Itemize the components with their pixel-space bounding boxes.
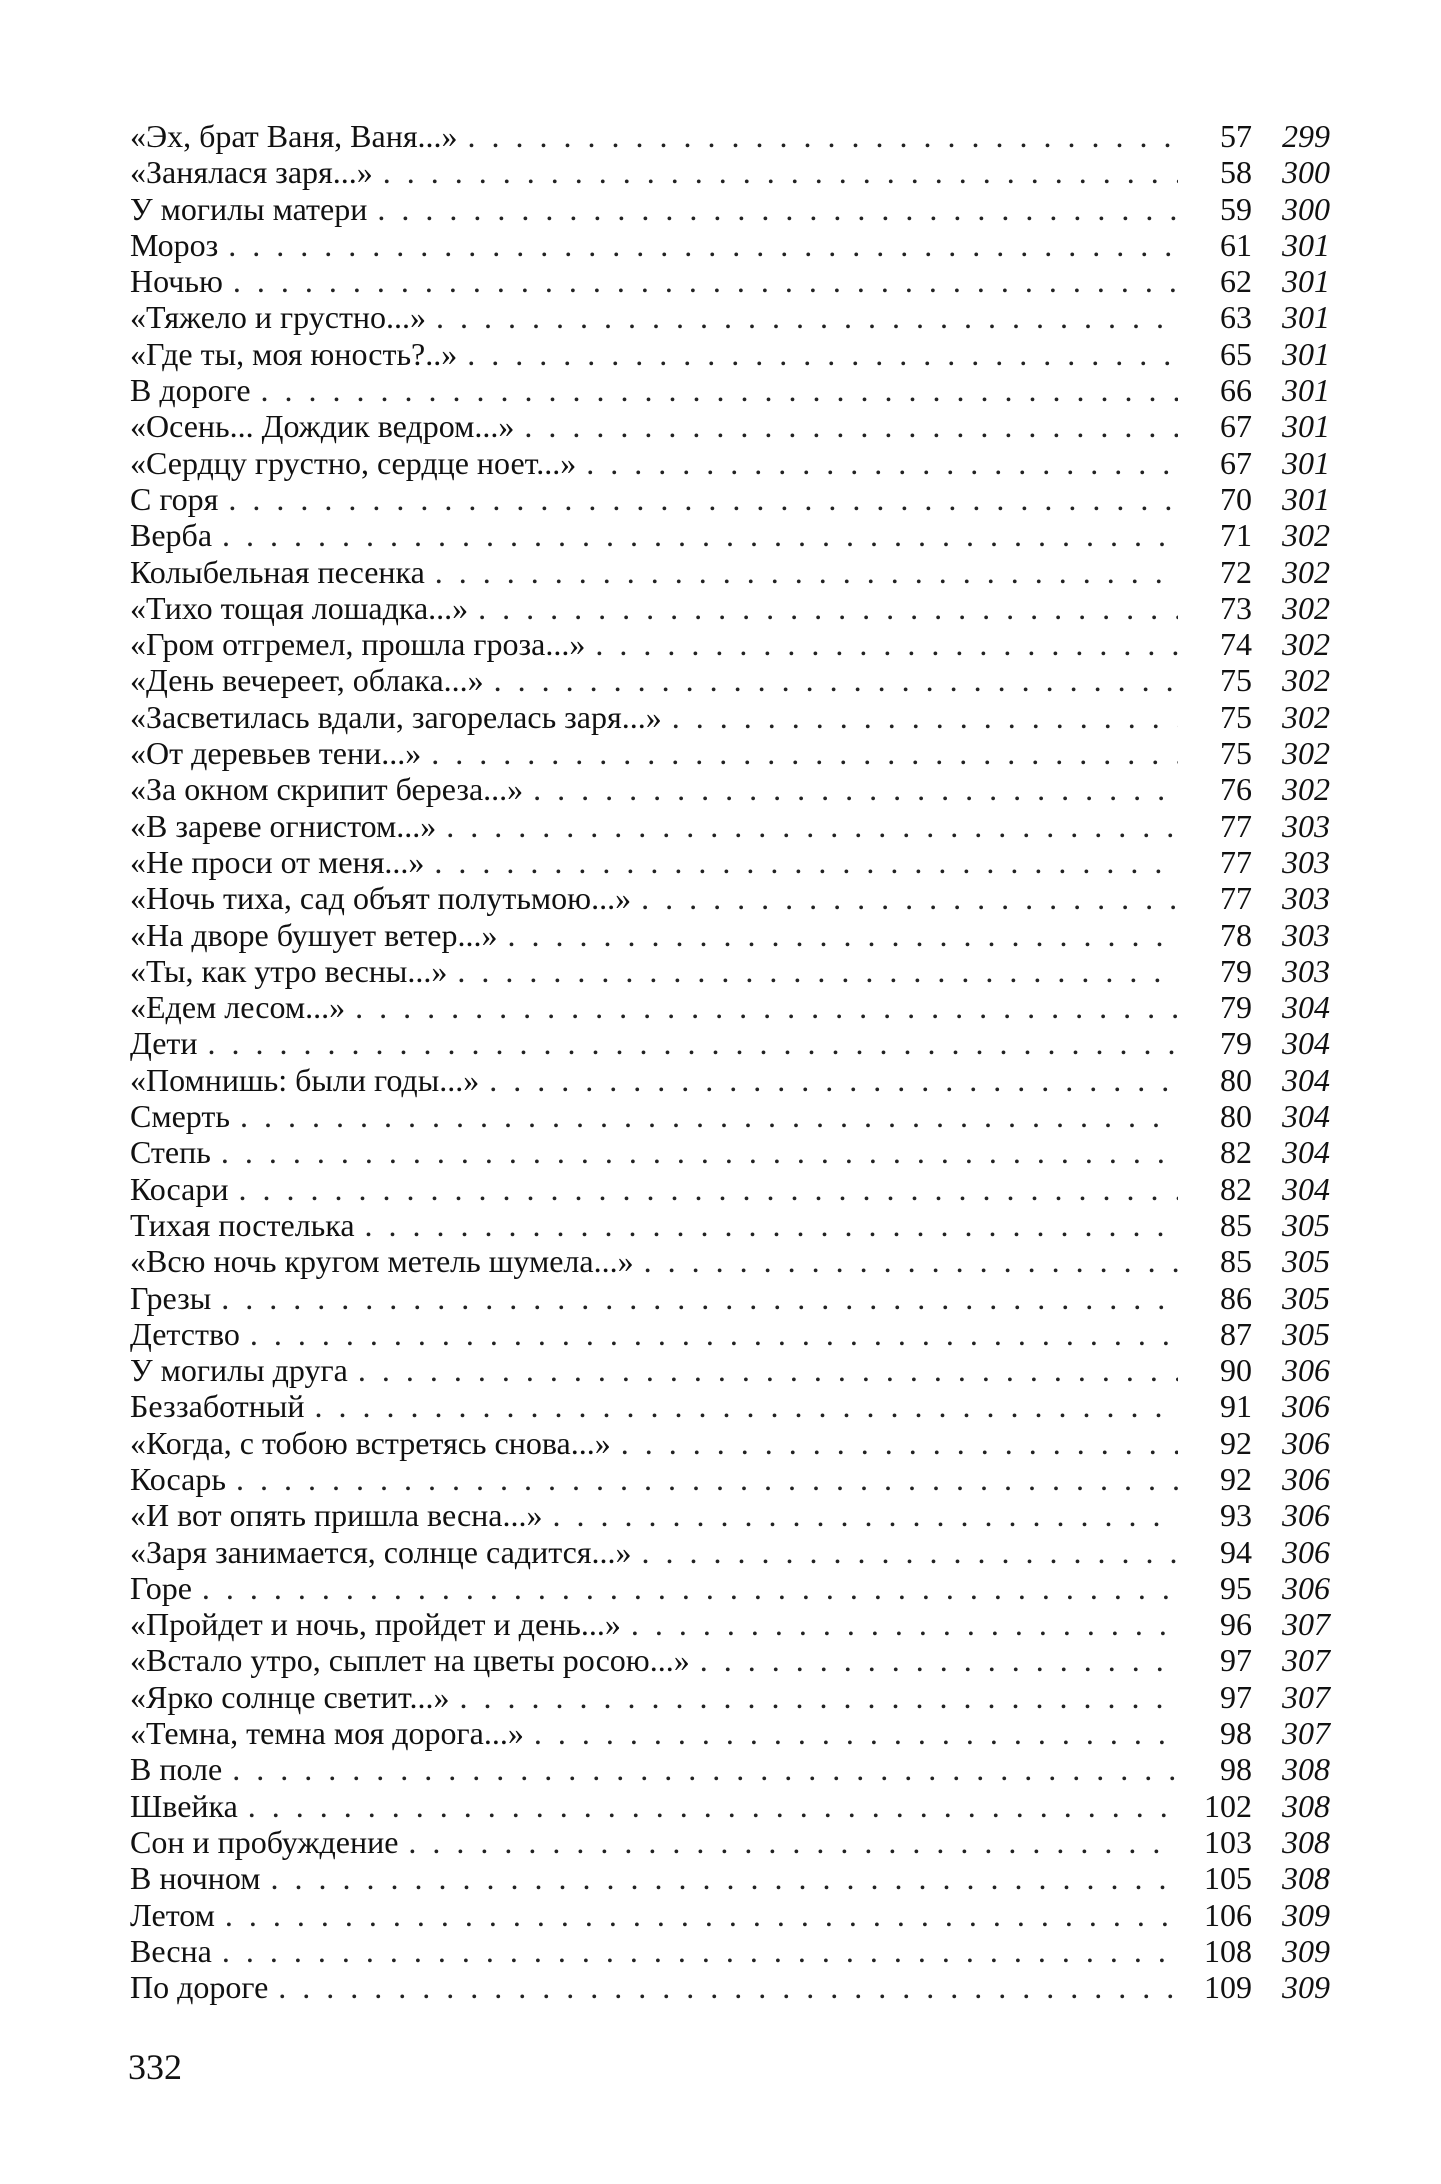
toc-entry <box>130 844 1330 880</box>
dot-leader <box>631 1606 1178 1642</box>
toc-entry-title: Беззаботный <box>130 1388 314 1424</box>
toc-entry-page: 62 <box>1178 263 1252 299</box>
toc-entry-notes-page: 308 <box>1282 1751 1330 1788</box>
toc-entry-title: В ночном <box>130 1860 271 1896</box>
toc-entry-notes-page: 302 <box>1282 735 1330 772</box>
toc-entry-page: 82 <box>1178 1171 1252 1207</box>
dot-leader <box>672 699 1178 735</box>
toc-entry-title: Горе <box>130 1570 202 1606</box>
toc-entry-title: По дороге <box>130 1969 278 2005</box>
toc-entry <box>130 1534 1330 1570</box>
dot-leader <box>524 408 1178 444</box>
toc-entry <box>130 1860 1330 1896</box>
dot-leader <box>250 1316 1178 1352</box>
toc-entry-page: 79 <box>1178 953 1252 989</box>
toc-entry-notes-page: 308 <box>1282 1823 1330 1860</box>
toc-entry-page: 74 <box>1178 626 1252 662</box>
dot-leader <box>467 336 1178 372</box>
toc-entry-page: 97 <box>1178 1642 1252 1678</box>
toc-entry <box>130 989 1330 1025</box>
toc-entry <box>130 154 1330 190</box>
toc-entry-title: «В зареве огнистом...» <box>130 808 446 844</box>
toc-entry-title: «День вечереет, облака...» <box>130 662 494 698</box>
toc-entry-page: 102 <box>1178 1788 1252 1824</box>
toc-entry <box>130 626 1330 662</box>
toc-entry-notes-page: 303 <box>1282 843 1330 880</box>
toc-entry-notes-page: 306 <box>1282 1533 1330 1570</box>
toc-entry-page: 85 <box>1178 1207 1252 1243</box>
toc-entry-page: 70 <box>1178 481 1252 517</box>
page-number: 332 <box>128 2047 182 2087</box>
toc-entry <box>130 1969 1330 2005</box>
toc-entry <box>130 1679 1330 1715</box>
toc-entry-notes-page: 309 <box>1282 1896 1330 1933</box>
toc-entry-notes-page: 308 <box>1282 1787 1330 1824</box>
toc-entry <box>130 118 1330 154</box>
dot-leader <box>383 154 1178 190</box>
toc-entry <box>130 1134 1330 1170</box>
toc-entry <box>130 299 1330 335</box>
toc-entry-notes-page: 301 <box>1282 480 1330 517</box>
toc-entry <box>130 1280 1330 1316</box>
toc-entry-title: С горя <box>130 481 228 517</box>
toc-entry-title: «Ярко солнце светит...» <box>130 1679 459 1715</box>
toc-entry <box>130 1570 1330 1606</box>
toc-entry-title: «Едем лесом...» <box>130 989 355 1025</box>
dot-leader <box>221 1280 1178 1316</box>
toc-entry-notes-page: 303 <box>1282 952 1330 989</box>
toc-entry-title: «Тяжело и грустно...» <box>130 299 436 335</box>
dot-leader <box>533 771 1178 807</box>
toc-entry-page: 78 <box>1178 917 1252 953</box>
toc-entry-notes-page: 302 <box>1282 553 1330 590</box>
toc-entry-notes-page: 306 <box>1282 1460 1330 1497</box>
toc-entry-page: 79 <box>1178 1025 1252 1061</box>
toc-entry-notes-page: 302 <box>1282 626 1330 663</box>
dot-leader <box>507 917 1178 953</box>
toc-entry-title: У могилы друга <box>130 1352 358 1388</box>
toc-entry-page: 66 <box>1178 372 1252 408</box>
toc-entry-page: 67 <box>1178 408 1252 444</box>
toc-entry-title: «Встало утро, сыплет на цветы росою...» <box>130 1642 700 1678</box>
dot-leader <box>232 1751 1178 1787</box>
toc-entry-page: 77 <box>1178 880 1252 916</box>
toc-entry <box>130 699 1330 735</box>
toc-entry-title: Косари <box>130 1171 238 1207</box>
toc-entry-page: 75 <box>1178 699 1252 735</box>
toc-entry-notes-page: 309 <box>1282 1932 1330 1969</box>
toc-entry-notes-page: 299 <box>1282 118 1330 154</box>
toc-entry-title: «Ты, как утро весны...» <box>130 953 457 989</box>
toc-entry-title: В поле <box>130 1751 232 1787</box>
toc-entry-notes-page: 306 <box>1282 1424 1330 1461</box>
dot-leader <box>202 1570 1178 1606</box>
toc-entry-title: Мороз <box>130 227 228 263</box>
dot-leader <box>534 1715 1178 1751</box>
dot-leader <box>208 1025 1178 1061</box>
toc-entry-notes-page: 305 <box>1282 1279 1330 1316</box>
toc-entry-notes-page: 304 <box>1282 989 1330 1026</box>
dot-leader <box>457 953 1178 989</box>
toc-entry-title: «Гром отгремел, прошла гроза...» <box>130 626 595 662</box>
toc-entry-title: «Не проси от меня...» <box>130 844 434 880</box>
toc-entry-notes-page: 306 <box>1282 1352 1330 1389</box>
toc-entry-notes-page: 301 <box>1282 408 1330 445</box>
dot-leader <box>494 662 1178 698</box>
toc-entry <box>130 191 1330 227</box>
toc-entry-notes-page: 302 <box>1282 517 1330 554</box>
toc-entry <box>130 1824 1330 1860</box>
toc-entry <box>130 372 1330 408</box>
toc-entry-title: Дети <box>130 1025 208 1061</box>
toc-entry-title: «Когда, с тобою встретясь снова...» <box>130 1425 621 1461</box>
toc-entry-page: 108 <box>1178 1933 1252 1969</box>
dot-leader <box>468 118 1178 154</box>
toc-entry-notes-page: 306 <box>1282 1569 1330 1606</box>
toc-entry-notes-page: 304 <box>1282 1025 1330 1062</box>
toc-entry-title: «И вот опять пришла весна...» <box>130 1497 553 1533</box>
dot-leader <box>641 880 1178 916</box>
dot-leader <box>434 844 1178 880</box>
toc-entry-title: «Темна, темна моя дорога...» <box>130 1715 534 1751</box>
dot-leader <box>644 1243 1178 1279</box>
toc-entry <box>130 1243 1330 1279</box>
toc-entry-notes-page: 304 <box>1282 1134 1330 1171</box>
toc-entry-page: 72 <box>1178 554 1252 590</box>
toc-entry <box>130 808 1330 844</box>
toc-entry <box>130 1388 1330 1424</box>
toc-entry-page: 92 <box>1178 1425 1252 1461</box>
toc-entry-notes-page: 302 <box>1282 698 1330 735</box>
dot-leader <box>222 517 1178 553</box>
toc-entry-page: 61 <box>1178 227 1252 263</box>
toc-entry-notes-page: 307 <box>1282 1606 1330 1643</box>
toc-entry-notes-page: 305 <box>1282 1315 1330 1352</box>
dot-leader <box>435 554 1178 590</box>
toc-entry-notes-page: 307 <box>1282 1678 1330 1715</box>
toc-entry <box>130 517 1330 553</box>
toc-entry-title: Грезы <box>130 1280 221 1316</box>
dot-leader <box>431 735 1178 771</box>
toc-entry <box>130 481 1330 517</box>
toc-entry-notes-page: 306 <box>1282 1388 1330 1425</box>
toc-entry-notes-page: 303 <box>1282 807 1330 844</box>
dot-leader <box>365 1207 1178 1243</box>
toc-entry <box>130 1751 1330 1787</box>
toc-entry-title: «Ночь тиха, сад объят полутьмою...» <box>130 880 641 916</box>
toc-entry-page: 85 <box>1178 1243 1252 1279</box>
toc-entry-notes-page: 301 <box>1282 263 1330 300</box>
toc-entry-title: «Сердцу грустно, сердце ноет...» <box>130 445 586 481</box>
toc-entry-title: Летом <box>130 1897 225 1933</box>
toc-entry-notes-page: 301 <box>1282 372 1330 409</box>
toc-entry-notes-page: 300 <box>1282 154 1330 191</box>
toc-entry-title: «На дворе бушует ветер...» <box>130 917 507 953</box>
toc-entry <box>130 1788 1330 1824</box>
toc-entry-notes-page: 300 <box>1282 190 1330 227</box>
toc-entry-title: Сон и пробуждение <box>130 1824 408 1860</box>
toc-entry <box>130 1606 1330 1642</box>
dot-leader <box>377 191 1178 227</box>
toc-entry-page: 106 <box>1178 1897 1252 1933</box>
toc-entry-page: 91 <box>1178 1388 1252 1424</box>
dot-leader <box>240 1098 1178 1134</box>
toc-entry-page: 57 <box>1178 118 1252 154</box>
toc-entry <box>130 1933 1330 1969</box>
toc-entry-notes-page: 302 <box>1282 589 1330 626</box>
toc-entry-title: Степь <box>130 1134 221 1170</box>
toc-entry-page: 80 <box>1178 1062 1252 1098</box>
dot-leader <box>355 989 1178 1025</box>
toc-entry-page: 95 <box>1178 1570 1252 1606</box>
toc-entry-page: 71 <box>1178 517 1252 553</box>
dot-leader <box>358 1352 1178 1388</box>
toc-entry-title: Швейка <box>130 1788 248 1824</box>
toc-entry-page: 59 <box>1178 191 1252 227</box>
toc-entry-title: Смерть <box>130 1098 240 1134</box>
toc-entry-notes-page: 305 <box>1282 1243 1330 1280</box>
dot-leader <box>700 1642 1178 1678</box>
toc-entry <box>130 1461 1330 1497</box>
dot-leader <box>271 1860 1179 1896</box>
toc-entry <box>130 227 1330 263</box>
toc-entry-title: Детство <box>130 1316 250 1352</box>
toc-entry-page: 105 <box>1178 1860 1252 1896</box>
toc-entry-page: 77 <box>1178 808 1252 844</box>
toc-entry <box>130 1025 1330 1061</box>
toc-entry-page: 109 <box>1178 1969 1252 2005</box>
toc-entry-page: 77 <box>1178 844 1252 880</box>
toc-entry-notes-page: 303 <box>1282 916 1330 953</box>
toc-entry <box>130 1352 1330 1388</box>
dot-leader <box>459 1679 1178 1715</box>
toc-entry <box>130 953 1330 989</box>
dot-leader <box>225 1897 1178 1933</box>
dot-leader <box>228 481 1178 517</box>
toc-entry-page: 65 <box>1178 336 1252 372</box>
toc-entry-notes-page: 301 <box>1282 299 1330 336</box>
toc-entry-page: 94 <box>1178 1534 1252 1570</box>
toc-entry-page: 67 <box>1178 445 1252 481</box>
toc-entry-page: 73 <box>1178 590 1252 626</box>
toc-entry-page: 86 <box>1178 1280 1252 1316</box>
toc-entry-page: 58 <box>1178 154 1252 190</box>
toc-entry-page: 75 <box>1178 735 1252 771</box>
toc-entry-title: «Заря занимается, солнце садится...» <box>130 1534 641 1570</box>
toc-entry <box>130 408 1330 444</box>
toc-entry-page: 103 <box>1178 1824 1252 1860</box>
dot-leader <box>489 1062 1178 1098</box>
toc-entry-notes-page: 302 <box>1282 771 1330 808</box>
toc-entry-page: 98 <box>1178 1715 1252 1751</box>
toc-entry-notes-page: 302 <box>1282 662 1330 699</box>
toc-entry-title: «Осень... Дождик ведром...» <box>130 408 524 444</box>
toc-entry-page: 98 <box>1178 1751 1252 1787</box>
dot-leader <box>248 1788 1178 1824</box>
dot-leader <box>641 1534 1178 1570</box>
toc-entry-title: «За окном скрипит береза...» <box>130 771 533 807</box>
toc-entry-title: «Засветилась вдали, загорелась заря...» <box>130 699 672 735</box>
toc-entry-notes-page: 304 <box>1282 1061 1330 1098</box>
dot-leader <box>233 263 1178 299</box>
table-of-contents <box>130 118 1330 2005</box>
toc-entry-page: 93 <box>1178 1497 1252 1533</box>
dot-leader <box>553 1497 1179 1533</box>
dot-leader <box>238 1171 1178 1207</box>
toc-entry <box>130 1207 1330 1243</box>
toc-entry <box>130 1642 1330 1678</box>
toc-entry-page: 96 <box>1178 1606 1252 1642</box>
toc-entry <box>130 917 1330 953</box>
toc-entry-notes-page: 301 <box>1282 444 1330 481</box>
dot-leader <box>621 1425 1178 1461</box>
toc-entry-page: 76 <box>1178 771 1252 807</box>
toc-entry-page: 92 <box>1178 1461 1252 1497</box>
toc-entry <box>130 1425 1330 1461</box>
toc-entry <box>130 336 1330 372</box>
toc-entry-notes-page: 303 <box>1282 880 1330 917</box>
toc-entry <box>130 1897 1330 1933</box>
dot-leader <box>408 1824 1178 1860</box>
toc-entry <box>130 662 1330 698</box>
toc-entry-page: 97 <box>1178 1679 1252 1715</box>
dot-leader <box>314 1388 1178 1424</box>
dot-leader <box>586 445 1178 481</box>
toc-entry <box>130 1715 1330 1751</box>
toc-entry-notes-page: 306 <box>1282 1497 1330 1534</box>
toc-entry-notes-page: 304 <box>1282 1170 1330 1207</box>
toc-entry-title: Весна <box>130 1933 222 1969</box>
toc-entry-page: 82 <box>1178 1134 1252 1170</box>
dot-leader <box>228 227 1178 263</box>
toc-entry <box>130 1062 1330 1098</box>
toc-entry-title: «Помнишь: были годы...» <box>130 1062 489 1098</box>
toc-entry-notes-page: 301 <box>1282 335 1330 372</box>
dot-leader <box>221 1134 1178 1170</box>
dot-leader <box>261 372 1178 408</box>
toc-entry <box>130 263 1330 299</box>
toc-entry-title: «Всю ночь кругом метель шумела...» <box>130 1243 644 1279</box>
toc-entry-notes-page: 308 <box>1282 1860 1330 1897</box>
toc-entry <box>130 590 1330 626</box>
toc-entry <box>130 771 1330 807</box>
toc-entry-title: Тихая постелька <box>130 1207 365 1243</box>
toc-entry-notes-page: 307 <box>1282 1642 1330 1679</box>
toc-entry <box>130 1098 1330 1134</box>
toc-entry-title: «Занялася заря...» <box>130 154 383 190</box>
toc-entry-page: 75 <box>1178 662 1252 698</box>
dot-leader <box>222 1933 1178 1969</box>
toc-entry-page: 90 <box>1178 1352 1252 1388</box>
toc-entry-page: 80 <box>1178 1098 1252 1134</box>
toc-entry <box>130 1171 1330 1207</box>
dot-leader <box>478 590 1178 626</box>
toc-entry-title: В дороге <box>130 372 261 408</box>
toc-entry-page: 63 <box>1178 299 1252 335</box>
dot-leader <box>436 299 1178 335</box>
toc-entry-title: У могилы матери <box>130 191 377 227</box>
toc-entry-title: «Пройдет и ночь, пройдет и день...» <box>130 1606 631 1642</box>
toc-entry <box>130 554 1330 590</box>
toc-entry <box>130 1316 1330 1352</box>
dot-leader <box>595 626 1178 662</box>
dot-leader <box>446 808 1178 844</box>
toc-entry <box>130 880 1330 916</box>
dot-leader <box>278 1969 1178 2005</box>
toc-entry-page: 87 <box>1178 1316 1252 1352</box>
toc-entry-title: Верба <box>130 517 222 553</box>
toc-entry-title: «Где ты, моя юность?..» <box>130 336 467 372</box>
toc-entry-title: Ночью <box>130 263 233 299</box>
toc-entry <box>130 735 1330 771</box>
toc-entry-page: 79 <box>1178 989 1252 1025</box>
toc-entry-title: «От деревьев тени...» <box>130 735 431 771</box>
toc-entry <box>130 1497 1330 1533</box>
toc-entry-notes-page: 305 <box>1282 1206 1330 1243</box>
dot-leader <box>236 1461 1178 1497</box>
toc-entry-title: «Тихо тощая лошадка...» <box>130 590 478 626</box>
toc-entry-title: «Эх, брат Ваня, Ваня...» <box>130 118 468 154</box>
toc-entry-notes-page: 307 <box>1282 1715 1330 1752</box>
toc-entry <box>130 445 1330 481</box>
toc-entry-title: Косарь <box>130 1461 236 1497</box>
toc-entry-notes-page: 309 <box>1282 1969 1330 2006</box>
toc-entry-title: Колыбельная песенка <box>130 554 435 590</box>
toc-entry-notes-page: 304 <box>1282 1098 1330 1135</box>
toc-entry-notes-page: 301 <box>1282 226 1330 263</box>
